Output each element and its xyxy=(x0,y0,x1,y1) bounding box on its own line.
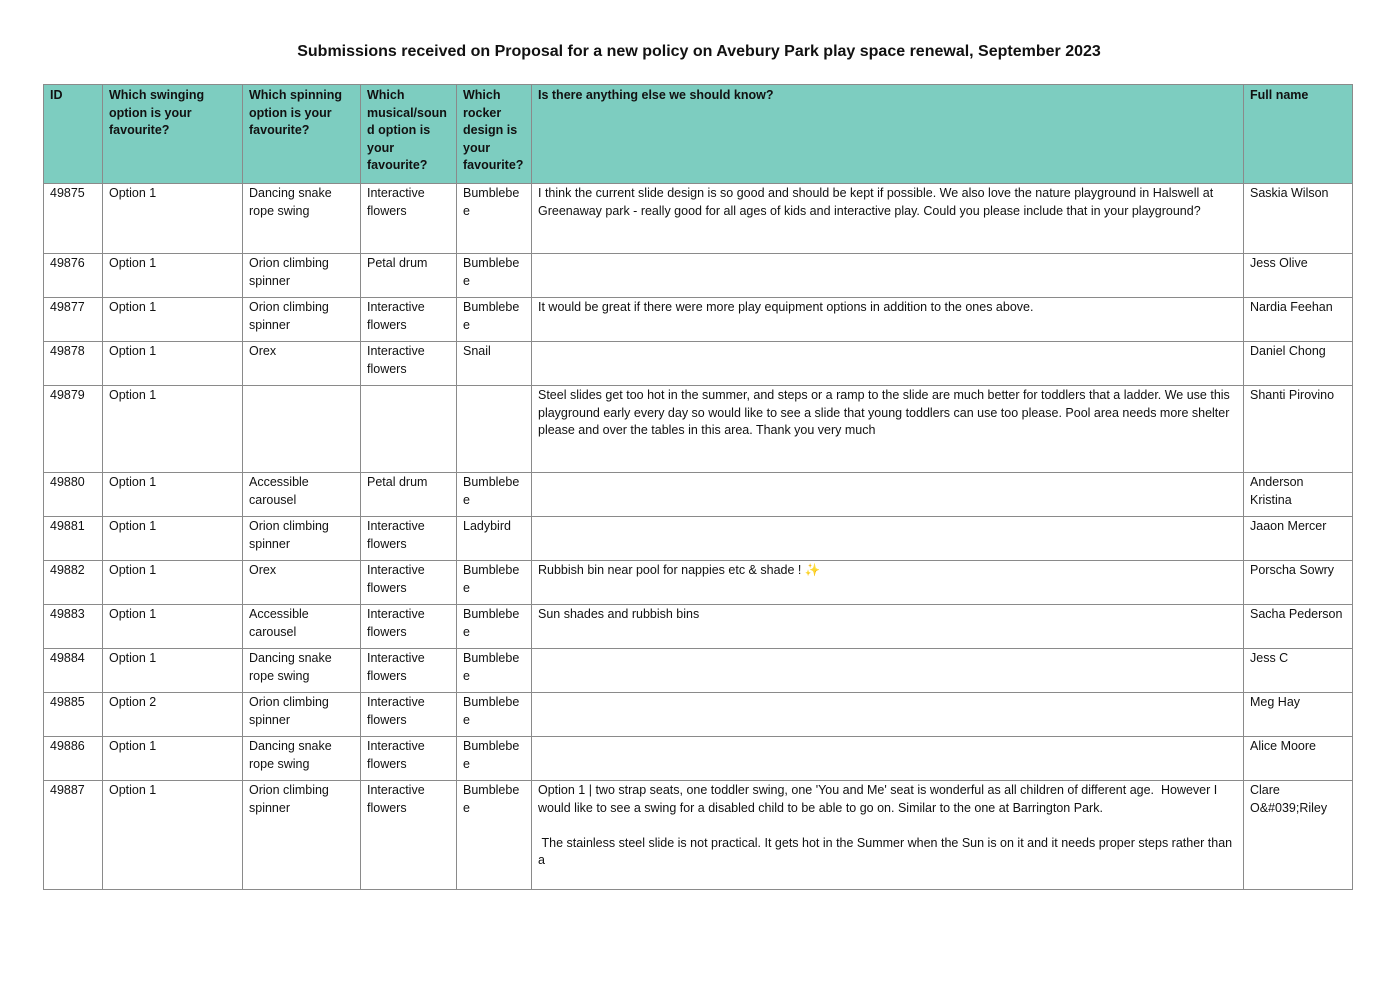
cell-spin: Orex xyxy=(243,342,361,386)
cell-spin: Dancing snake rope swing xyxy=(243,737,361,781)
cell-spin: Accessible carousel xyxy=(243,605,361,649)
cell-music: Interactive flowers xyxy=(361,561,457,605)
cell-spin: Orion climbing spinner xyxy=(243,781,361,890)
table-row xyxy=(44,649,1353,693)
cell-id: 49882 xyxy=(44,561,103,605)
cell-name: Sacha Pederson xyxy=(1244,605,1353,649)
cell-name: Meg Hay xyxy=(1244,693,1353,737)
cell-name: Nardia Feehan xyxy=(1244,298,1353,342)
cell-name: Alice Moore xyxy=(1244,737,1353,781)
page-title: Submissions received on Proposal for a new policy on Avebury Park play space renewal, September 2023 xyxy=(297,43,1101,60)
cell-comment: I think the current slide design is so good and should be kept if possible. We also love the nature playground in Halswell at Greenaway park - really good for all ages of kids and interactive play. Could you please include that in your playground? xyxy=(532,184,1244,254)
cell-comment: Sun shades and rubbish bins xyxy=(532,605,1244,649)
cell-id: 49885 xyxy=(44,693,103,737)
cell-id: 49877 xyxy=(44,298,103,342)
cell-spin: Dancing snake rope swing xyxy=(243,184,361,254)
table-row xyxy=(44,605,1353,649)
cell-rocker: Snail xyxy=(457,342,532,386)
cell-name: Anderson Kristina xyxy=(1244,473,1353,517)
cell-music: Interactive flowers xyxy=(361,649,457,693)
cell-comment xyxy=(532,517,1244,561)
cell-name: Porscha Sowry xyxy=(1244,561,1353,605)
cell-id: 49879 xyxy=(44,386,103,473)
cell-comment xyxy=(532,254,1244,298)
cell-rocker: Bumblebee xyxy=(457,693,532,737)
cell-music: Interactive flowers xyxy=(361,693,457,737)
column-header-full-name: Full name xyxy=(1244,85,1353,184)
table-row xyxy=(44,781,1353,890)
cell-swing: Option 1 xyxy=(103,781,243,890)
header-row xyxy=(44,85,1353,184)
table-row xyxy=(44,473,1353,517)
cell-id: 49884 xyxy=(44,649,103,693)
cell-rocker: Bumblebee xyxy=(457,737,532,781)
cell-spin: Orion climbing spinner xyxy=(243,517,361,561)
table-row xyxy=(44,184,1353,254)
cell-id: 49887 xyxy=(44,781,103,890)
table-row xyxy=(44,254,1353,298)
cell-name: Saskia Wilson xyxy=(1244,184,1353,254)
table-row xyxy=(44,517,1353,561)
table-row xyxy=(44,386,1353,473)
cell-rocker xyxy=(457,386,532,473)
cell-id: 49875 xyxy=(44,184,103,254)
table-row xyxy=(44,561,1353,605)
cell-spin xyxy=(243,386,361,473)
column-header-musical: Which musical/sound option is your favourite? xyxy=(361,85,457,184)
cell-spin: Accessible carousel xyxy=(243,473,361,517)
submissions-table xyxy=(43,84,1353,890)
cell-swing: Option 1 xyxy=(103,737,243,781)
cell-spin: Orion climbing spinner xyxy=(243,298,361,342)
cell-spin: Orion climbing spinner xyxy=(243,693,361,737)
cell-id: 49876 xyxy=(44,254,103,298)
cell-name: Clare O&#039;Riley xyxy=(1244,781,1353,890)
cell-swing: Option 1 xyxy=(103,184,243,254)
cell-name: Daniel Chong xyxy=(1244,342,1353,386)
column-header-rocker: Which rocker design is your favourite? xyxy=(457,85,532,184)
cell-name: Jess C xyxy=(1244,649,1353,693)
cell-name: Shanti Pirovino xyxy=(1244,386,1353,473)
cell-swing: Option 1 xyxy=(103,561,243,605)
cell-spin: Orion climbing spinner xyxy=(243,254,361,298)
cell-id: 49878 xyxy=(44,342,103,386)
cell-rocker: Bumblebee xyxy=(457,781,532,890)
cell-swing: Option 1 xyxy=(103,473,243,517)
column-header-spinning: Which spinning option is your favourite? xyxy=(243,85,361,184)
cell-rocker: Bumblebee xyxy=(457,254,532,298)
cell-swing: Option 1 xyxy=(103,605,243,649)
cell-comment xyxy=(532,649,1244,693)
cell-music: Interactive flowers xyxy=(361,605,457,649)
cell-music: Interactive flowers xyxy=(361,184,457,254)
cell-comment: Rubbish bin near pool for nappies etc & shade ! ✨ xyxy=(532,561,1244,605)
column-header-swinging: Which swinging option is your favourite? xyxy=(103,85,243,184)
table-row xyxy=(44,342,1353,386)
cell-comment: Steel slides get too hot in the summer, and steps or a ramp to the slide are much better for toddlers that a ladder. We use this playground early every day so would like to see a slide that young toddlers can use too please. Pool area needs more shelter please and over the tables in this area. Thank you very much xyxy=(532,386,1244,473)
cell-id: 49886 xyxy=(44,737,103,781)
cell-rocker: Bumblebee xyxy=(457,473,532,517)
cell-swing: Option 1 xyxy=(103,649,243,693)
cell-name: Jaaon Mercer xyxy=(1244,517,1353,561)
cell-music: Petal drum xyxy=(361,473,457,517)
cell-rocker: Bumblebee xyxy=(457,298,532,342)
cell-comment xyxy=(532,737,1244,781)
cell-spin: Dancing snake rope swing xyxy=(243,649,361,693)
cell-comment: Option 1 | two strap seats, one toddler swing, one 'You and Me' seat is wonderful as all children of different age. However I would like to see a swing for a disabled child to be able to go on. Similar to the one at Barrington Park. The stainless steel slide is not practical. It gets hot in the Summer when the Sun is on it and it needs proper steps rather than a xyxy=(532,781,1244,890)
column-header-comments: Is there anything else we should know? xyxy=(532,85,1244,184)
cell-swing: Option 2 xyxy=(103,693,243,737)
table-row xyxy=(44,737,1353,781)
cell-swing: Option 1 xyxy=(103,254,243,298)
cell-rocker: Bumblebee xyxy=(457,605,532,649)
cell-music: Interactive flowers xyxy=(361,781,457,890)
column-header-id: ID xyxy=(44,85,103,184)
cell-id: 49880 xyxy=(44,473,103,517)
cell-music: Interactive flowers xyxy=(361,517,457,561)
cell-music: Interactive flowers xyxy=(361,737,457,781)
cell-swing: Option 1 xyxy=(103,517,243,561)
cell-comment: It would be great if there were more play equipment options in addition to the ones above. xyxy=(532,298,1244,342)
cell-comment xyxy=(532,473,1244,517)
cell-rocker: Bumblebee xyxy=(457,561,532,605)
cell-id: 49881 xyxy=(44,517,103,561)
cell-rocker: Bumblebee xyxy=(457,649,532,693)
cell-name: Jess Olive xyxy=(1244,254,1353,298)
cell-music: Interactive flowers xyxy=(361,342,457,386)
cell-comment xyxy=(532,693,1244,737)
cell-swing: Option 1 xyxy=(103,298,243,342)
cell-spin: Orex xyxy=(243,561,361,605)
cell-rocker: Ladybird xyxy=(457,517,532,561)
cell-swing: Option 1 xyxy=(103,342,243,386)
cell-comment xyxy=(532,342,1244,386)
cell-music: Petal drum xyxy=(361,254,457,298)
cell-swing: Option 1 xyxy=(103,386,243,473)
cell-music xyxy=(361,386,457,473)
table-row xyxy=(44,298,1353,342)
cell-music: Interactive flowers xyxy=(361,298,457,342)
table-row xyxy=(44,693,1353,737)
cell-id: 49883 xyxy=(44,605,103,649)
cell-rocker: Bumblebee xyxy=(457,184,532,254)
